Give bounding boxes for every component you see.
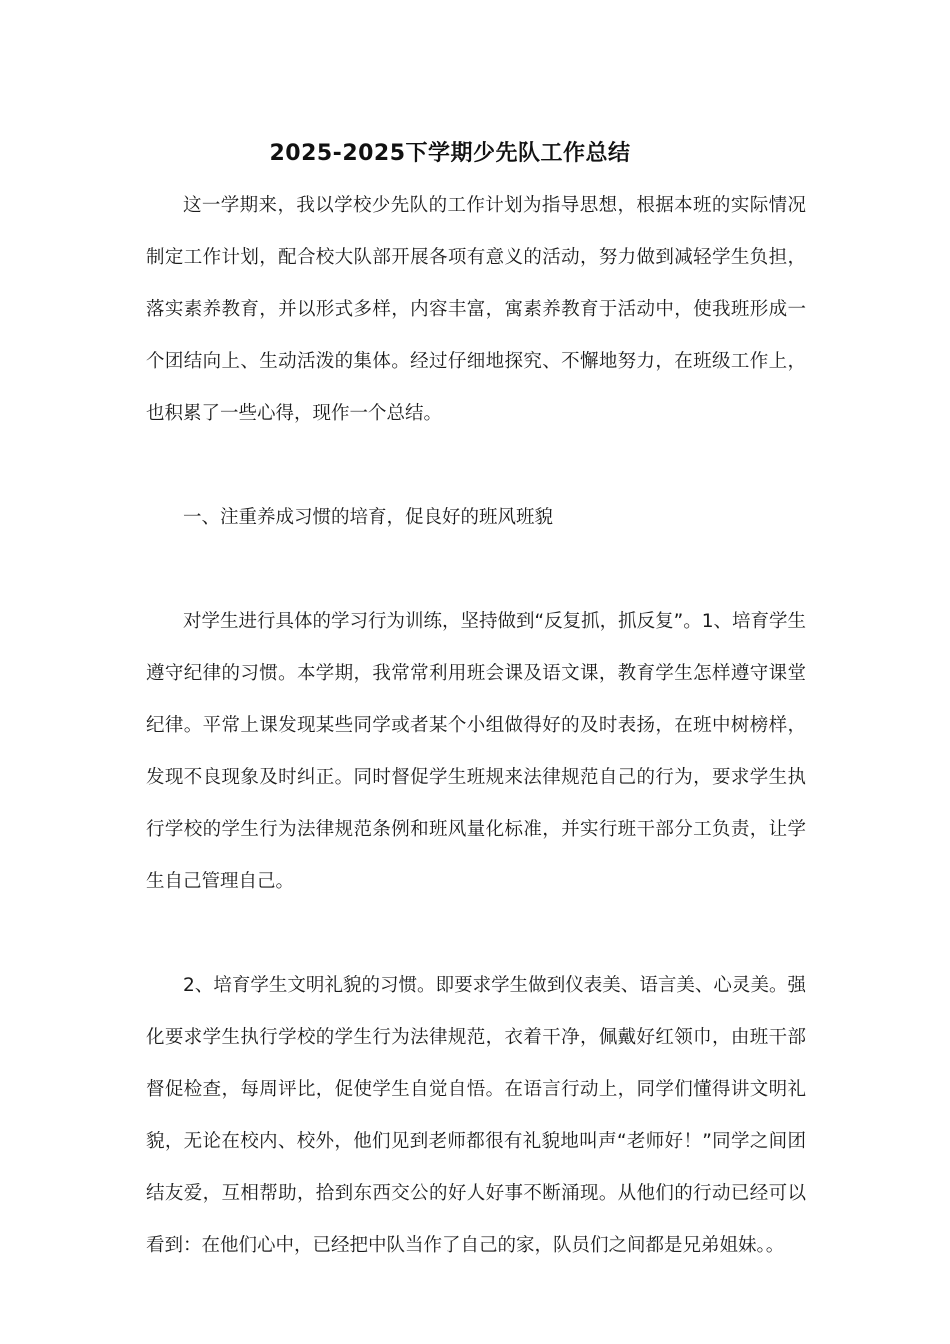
document-title: 2025-2025下学期少先队工作总结 — [269, 141, 631, 166]
document-body — [146, 180, 806, 1272]
paragraph-discipline: 对学生进行具体的学习行为训练，坚持做到“反复抓，抓反复”。1、培育学生遵守纪律的习惯。本学期，我常常利用班会课及语文课，教育学生怎样遵守课堂纪律。平常上课发现某些同学或者某个小组做得好的及时表扬，在班中树榜样，发现不良现象及时纠正。同时督促学生班规来法律规范自己的行为，要求学生执行学校的学生行为法律规范条例和班风量化标准，并实行班干部分工负责，让学生自己管理自己。 — [146, 611, 806, 892]
section-heading-1: 一、注重养成习惯的培育，促良好的班风班貌 — [183, 507, 554, 528]
paragraph-courtesy: 2、培育学生文明礼貌的习惯。即要求学生做到仪表美、语言美、心灵美。强化要求学生执行学校的学生行为法律规范，衣着干净，佩戴好红领巾，由班干部督促检查，每周评比，促使学生自觉自悟。在语言行动上，同学们懂得讲文明礼貌，无论在校内、校外，他们见到老师都很有礼貌地叫声“老师好！”同学之间团结友爱，互相帮助，拾到东西交公的好人好事不断涌现。从他们的行动已经可以看到：在他们心中，已经把中队当作了自己的家，队员们之间都是兄弟姐妹。。 — [146, 975, 806, 1256]
paragraph-intro: 这一学期来，我以学校少先队的工作计划为指导思想，根据本班的实际情况制定工作计划，配合校大队部开展各项有意义的活动，努力做到减轻学生负担，落实素养教育，并以形式多样，内容丰富，寓素养教育于活动中，使我班形成一个团结向上、生动活泼的集体。经过仔细地探究、不懈地努力，在班级工作上，也积累了一些心得，现作一个总结。 — [146, 195, 806, 424]
